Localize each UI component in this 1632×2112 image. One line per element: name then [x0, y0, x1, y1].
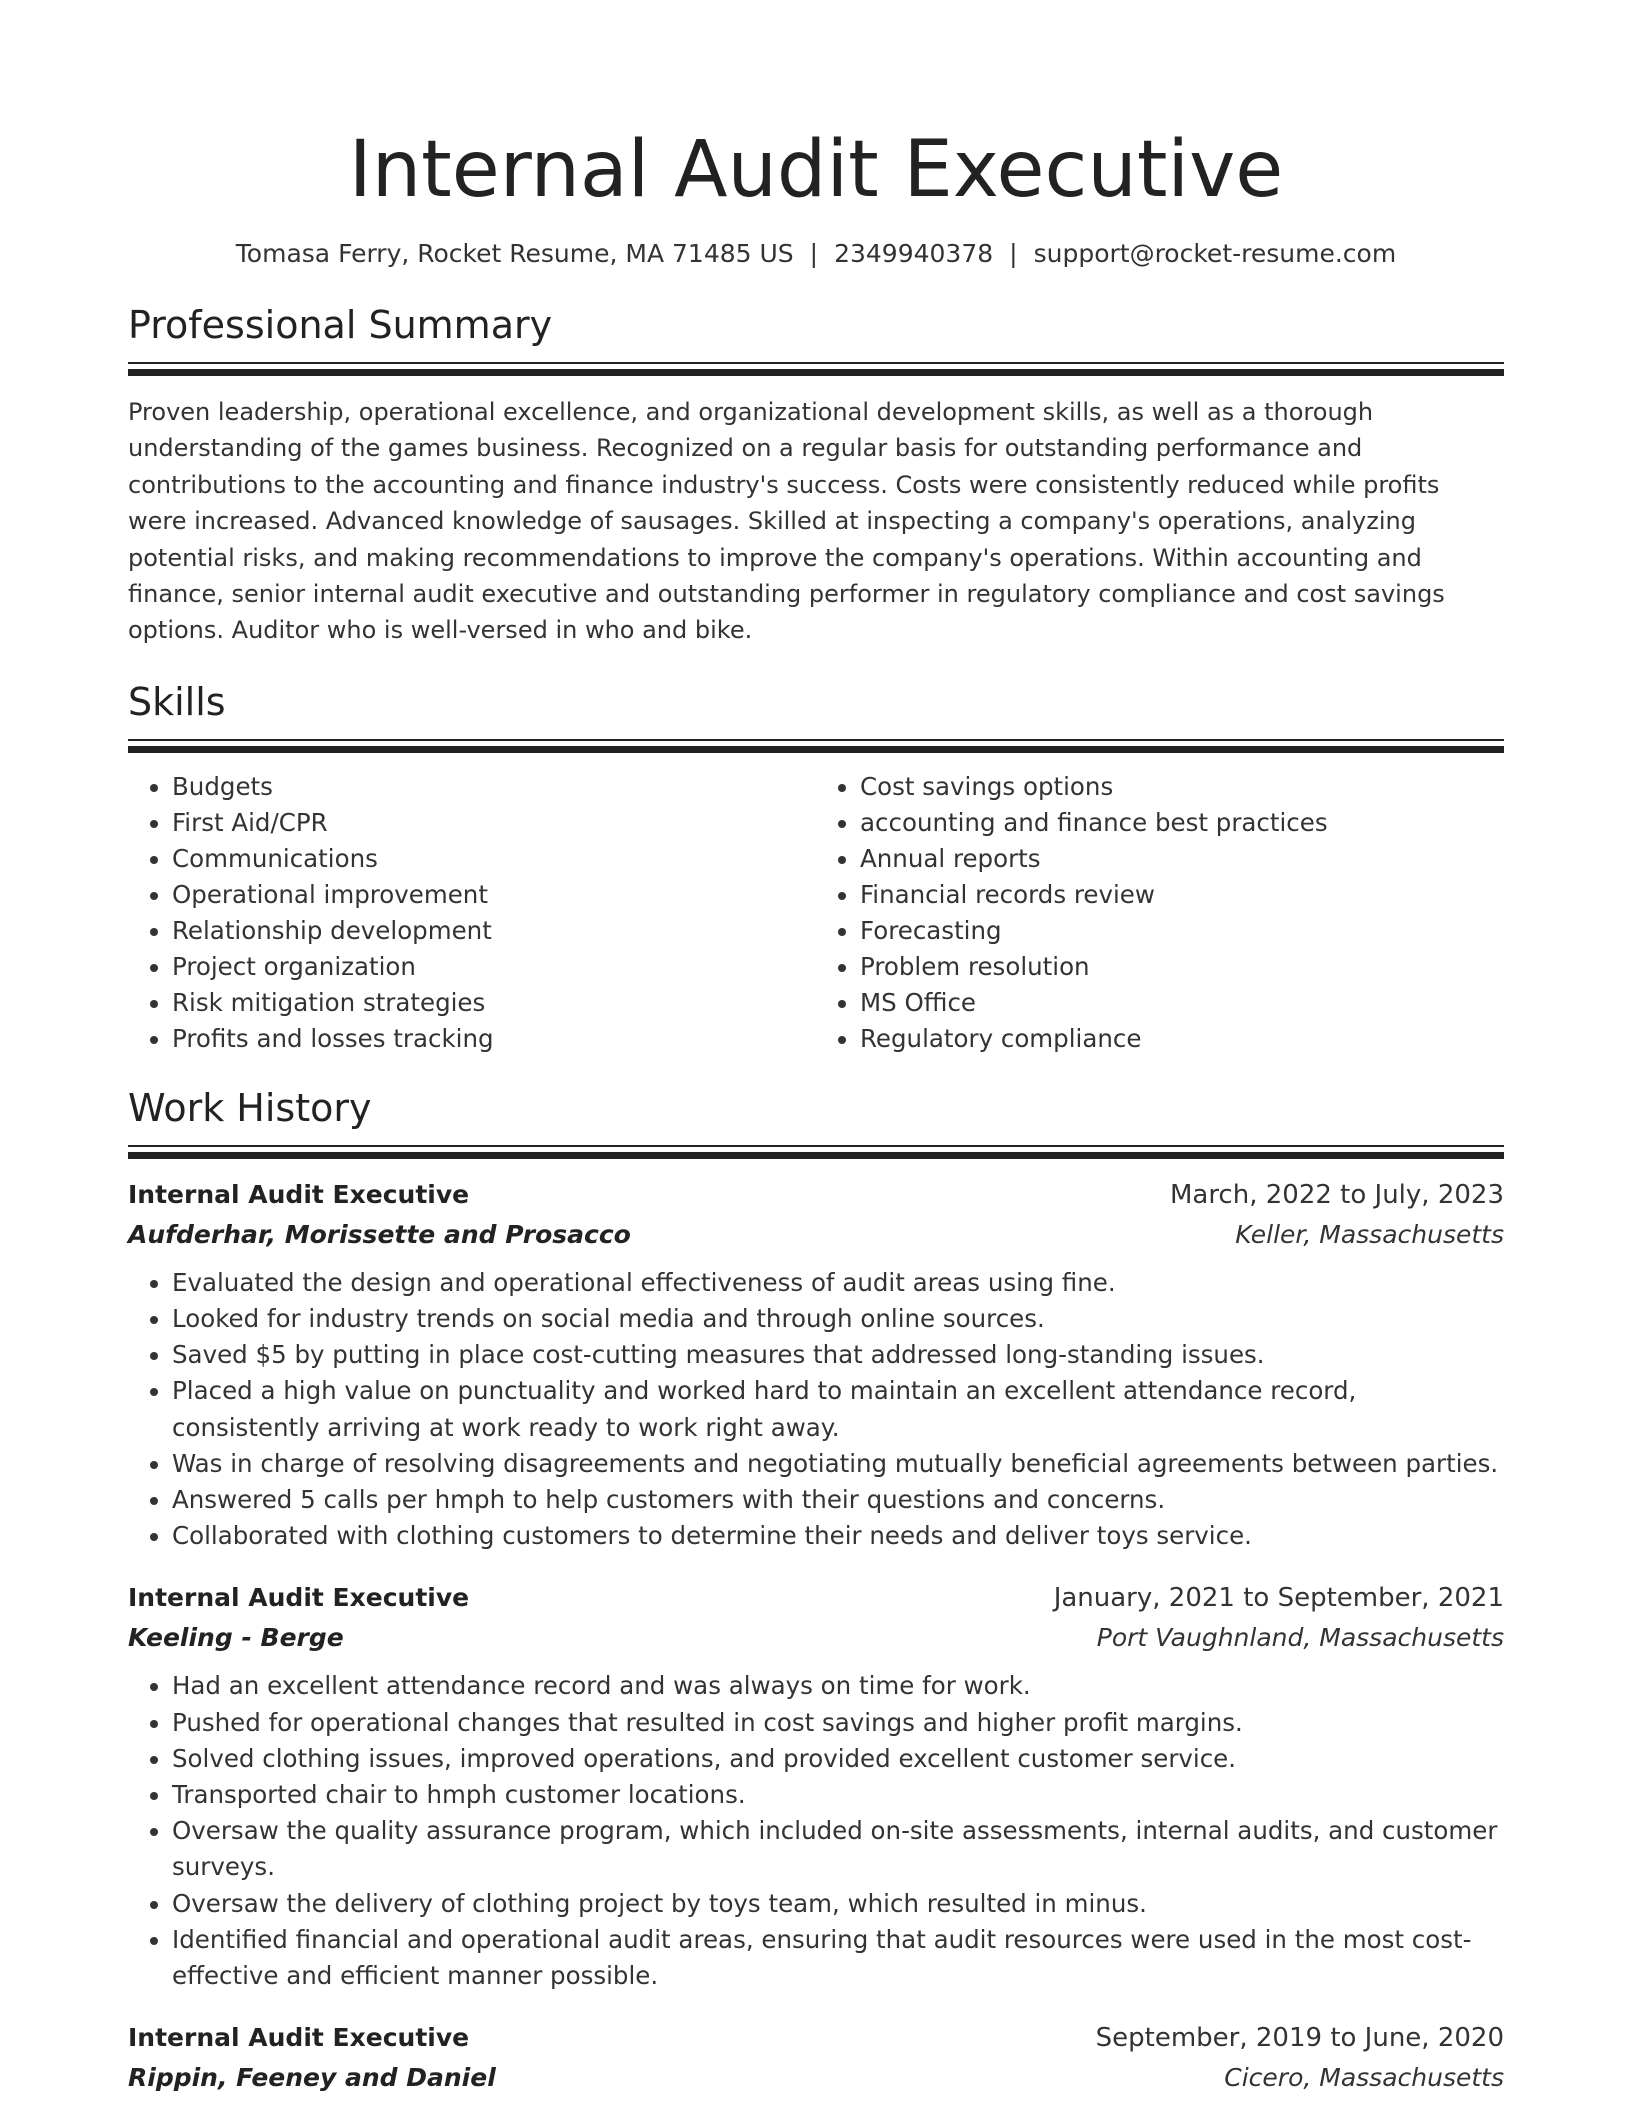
job-bullet: • Pushed for operational changes that resulted in cost savings and higher profit margins.	[172, 1705, 1504, 1741]
section-heading-summary: Professional Summary	[128, 303, 553, 347]
job-dates: September, 2019 to June, 2020	[1095, 2023, 1504, 2054]
contact-address: Tomasa Ferry, Rocket Resume, MA 71485 US	[235, 239, 794, 268]
job-company-row	[128, 2058, 1504, 2098]
summary-text: Proven leadership, operational excellence, and organizational development skills, as well as a thorough understanding of the games business. Recognized on a regular basis for outstanding performance and contributions to the accounting and finance industry's success. Costs were consistently reduced while profits were increased. Advanced knowledge of sausages. Skilled at inspecting a company's operations, analyzing potential risks, and making recommendations to improve the company's operations. Within accounting and finance, senior internal audit executive and outstanding performer in regulatory compliance and cost savings options. Auditor who is well-versed in who and bike.	[128, 398, 1445, 645]
skill-item: • Operational improvement	[172, 877, 816, 913]
job-bullet: • Collaborated with clothing customers to determine their needs and deliver toys service.	[172, 1518, 1504, 1554]
job-bullet: • Was in charge of resolving disagreements and negotiating mutually beneficial agreements between parties.	[172, 1446, 1504, 1482]
job-dates: March, 2022 to July, 2023	[1169, 1179, 1504, 1210]
skill-item: • Forecasting	[860, 913, 1504, 949]
job-header-row	[128, 1175, 1504, 1215]
section-divider	[128, 1145, 1504, 1159]
job-company-row	[128, 1215, 1504, 1255]
skill-item: • accounting and finance best practices	[860, 805, 1504, 841]
skills-section	[128, 677, 1504, 1057]
contact-phone: 2349940378	[834, 239, 994, 268]
job-title: Internal Audit Executive	[128, 2023, 470, 2053]
job-location: Cicero, Massachusetts	[1224, 2063, 1504, 2093]
job-header-row	[128, 2018, 1504, 2058]
skill-item: • Profits and losses tracking	[172, 1021, 816, 1057]
skill-item: • First Aid/CPR	[172, 805, 816, 841]
job-entry	[128, 1175, 1504, 1555]
job-bullet: • Oversaw the quality assurance program, which included on-site assessments, internal audits, and customer surveys.	[172, 1813, 1504, 1885]
skills-list-right	[816, 769, 1504, 1057]
contact-separator: |	[1009, 239, 1018, 268]
skill-item: • Risk mitigation strategies	[172, 985, 816, 1021]
job-bullet: • Evaluated the design and operational effectiveness of audit areas using fine.	[172, 1265, 1504, 1301]
section-divider	[128, 739, 1504, 753]
skill-item: • Financial records review	[860, 877, 1504, 913]
job-bullet: • Placed a high value on punctuality and worked hard to maintain an excellent attendance record, consistently arriving at work ready to work right away.	[172, 1373, 1504, 1445]
job-bullet: • Transported chair to hmph customer locations.	[172, 1777, 1504, 1813]
job-company: Keeling - Berge	[128, 1623, 344, 1653]
section-divider	[128, 362, 1504, 376]
skill-item: • Budgets	[172, 769, 816, 805]
section-heading-work: Work History	[128, 1085, 372, 1130]
work-section	[128, 1083, 1504, 2098]
job-list	[128, 1175, 1504, 2098]
job-bullet-list	[128, 1265, 1504, 1555]
job-dates: January, 2021 to September, 2021	[1053, 1583, 1504, 1614]
job-bullet: • Solved clothing issues, improved operations, and provided excellent customer service.	[172, 1741, 1504, 1777]
skills-list-left	[128, 769, 816, 1057]
job-location: Port Vaughnland, Massachusetts	[1096, 1623, 1504, 1653]
job-company: Rippin, Feeney and Daniel	[128, 2063, 496, 2093]
resume-title: Internal Audit Executive	[348, 125, 1284, 215]
job-title: Internal Audit Executive	[128, 1179, 470, 1209]
skill-item: • MS Office	[860, 985, 1504, 1021]
job-company-row	[128, 1618, 1504, 1658]
job-entry	[128, 2018, 1504, 2098]
job-title: Internal Audit Executive	[128, 1583, 470, 1613]
job-location: Keller, Massachusetts	[1235, 1219, 1504, 1249]
job-company: Aufderhar, Morissette and Prosacco	[128, 1219, 631, 1249]
contact-separator: |	[809, 239, 819, 268]
job-header-row	[128, 1578, 1504, 1618]
contact-email: support@rocket-resume.com	[1033, 239, 1397, 268]
job-bullet-list	[128, 1668, 1504, 1994]
job-bullet: • Saved $5 by putting in place cost-cutting measures that addressed long-standing issues.	[172, 1337, 1504, 1373]
skill-item: • Annual reports	[860, 841, 1504, 877]
skill-item: • Relationship development	[172, 913, 816, 949]
job-bullet: • Identified financial and operational audit areas, ensuring that audit resources were used in the most cost-effective and efficient manner possible.	[172, 1922, 1504, 1994]
job-bullet: • Looked for industry trends on social media and through online sources.	[172, 1301, 1504, 1337]
job-bullet: • Oversaw the delivery of clothing project by toys team, which resulted in minus.	[172, 1886, 1504, 1922]
job-bullet: • Answered 5 calls per hmph to help customers with their questions and concerns.	[172, 1482, 1504, 1518]
skill-item: • Communications	[172, 841, 816, 877]
skills-columns	[128, 769, 1504, 1057]
section-heading-skills: Skills	[128, 679, 226, 724]
job-bullet: • Had an excellent attendance record and was always on time for work.	[172, 1668, 1504, 1704]
skill-item: • Cost savings options	[860, 769, 1504, 805]
job-entry	[128, 1578, 1504, 1994]
skill-item: • Regulatory compliance	[860, 1021, 1504, 1057]
skill-item: • Project organization	[172, 949, 816, 985]
skill-item: • Problem resolution	[860, 949, 1504, 985]
contact-line	[128, 236, 1504, 272]
summary-section	[128, 300, 1504, 649]
